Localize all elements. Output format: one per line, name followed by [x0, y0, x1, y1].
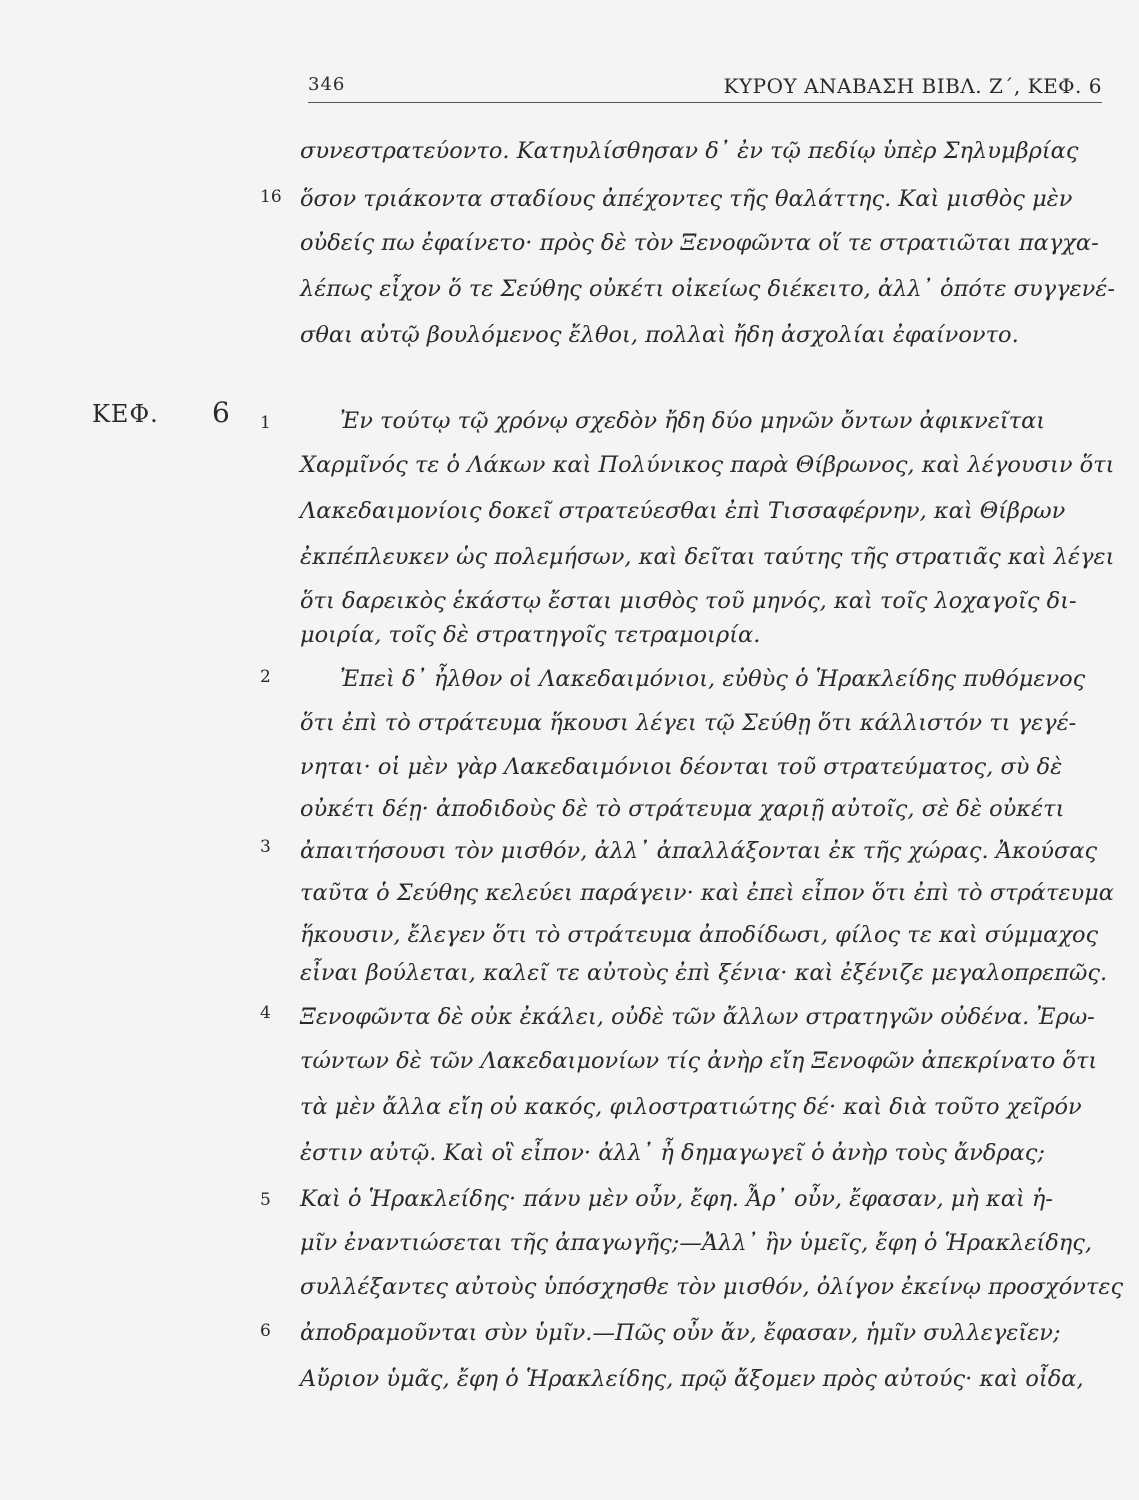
text-line: λέπως εἶχον ὅ τε Σεύθης οὐκέτι οἰκείως διέκειτο, ἀλλ᾽ ὁπότε συγγενέ-: [300, 276, 1115, 302]
section-number: 5: [260, 1190, 271, 1210]
section-number: 2: [260, 667, 271, 687]
text-line: τώντων δὲ τῶν Λακεδαιμονίων τίς ἀνὴρ εἴη Ξενοφῶν ἀπεκρίνατο ὅτι: [300, 1048, 1098, 1074]
running-title: ΚΥΡΟΥ ΑΝΑΒΑΣΗ ΒΙΒΛ. Ζ΄, ΚΕΦ. 6: [723, 74, 1102, 98]
section-number: 3: [260, 837, 271, 857]
text-line: νηται· οἱ μὲν γὰρ Λακεδαιμόνιοι δέονται τοῦ στρατεύματος, σὺ δὲ: [300, 754, 1063, 780]
text-line: ὅτι ἐπὶ τὸ στράτευμα ἥκουσι λέγει τῷ Σεύθῃ ὅτι κάλλιστόν τι γεγέ-: [300, 710, 1077, 736]
chapter-number: 6: [212, 396, 230, 429]
text-line: τὰ μὲν ἄλλα εἴη οὐ κακός, φιλοστρατιώτης δέ· καὶ διὰ τοῦτο χεῖρόν: [300, 1094, 1082, 1120]
text-line: Ξενοφῶντα δὲ οὐκ ἐκάλει, οὐδὲ τῶν ἄλλων στρατηγῶν οὐδένα. Ἐρω-: [300, 1004, 1095, 1030]
section-number: 6: [260, 1321, 271, 1341]
text-line: οὐδείς πω ἐφαίνετο· πρὸς δὲ τὸν Ξενοφῶντα οἵ τε στρατιῶται παγχα-: [300, 230, 1099, 256]
page-number: 346: [308, 74, 346, 95]
text-line: εἶναι βούλεται, καλεῖ τε αὐτοὺς ἐπὶ ξένια· καὶ ἐξένιζε μεγαλοπρεπῶς.: [300, 960, 1108, 986]
text-line: ταῦτα ὁ Σεύθης κελεύει παράγειν· καὶ ἐπεὶ εἶπον ὅτι ἐπὶ τὸ στράτευμα: [300, 880, 1114, 906]
text-line: ὅσον τριάκοντα σταδίους ἀπέχοντες τῆς θαλάττης. Καὶ μισθὸς μὲν: [300, 186, 1073, 212]
text-line: ἥκουσιν, ἔλεγεν ὅτι τὸ στράτευμα ἀποδίδωσι, φίλος τε καὶ σύμμαχος: [300, 922, 1099, 948]
chapter-label: ΚΕΦ.: [92, 400, 159, 428]
section-number: 16: [260, 187, 282, 207]
section-number: 4: [260, 1003, 271, 1023]
text-line: ἐκπέπλευκεν ὡς πολεμήσων, καὶ δεῖται ταύτης τῆς στρατιᾶς καὶ λέγει: [300, 544, 1115, 570]
text-line: συνεστρατεύοντο. Κατηυλίσθησαν δ᾽ ἐν τῷ πεδίῳ ὑπὲρ Σηλυμβρίας: [300, 138, 1079, 164]
text-line: Λακεδαιμονίοις δοκεῖ στρατεύεσθαι ἐπὶ Τισσαφέρνην, καὶ Θίβρων: [300, 498, 1066, 524]
text-line: ἐστιν αὐτῷ. Καὶ οἳ εἶπον· ἀλλ᾽ ἦ δημαγωγεῖ ὁ ἀνὴρ τοὺς ἄνδρας;: [300, 1140, 1045, 1166]
text-line: οὐκέτι δέῃ· ἀποδιδοὺς δὲ τὸ στράτευμα χαριῇ αὐτοῖς, σὲ δὲ οὐκέτι: [300, 796, 1065, 822]
text-line: Καὶ ὁ Ἡρακλείδης· πάνυ μὲν οὖν, ἔφη. Ἆρ᾽ οὖν, ἔφασαν, μὴ καὶ ἡ-: [300, 1186, 1054, 1212]
text-line: Αὔριον ὑμᾶς, ἔφη ὁ Ἡρακλείδης, πρῷ ἄξομεν πρὸς αὐτούς· καὶ οἶδα,: [300, 1366, 1084, 1392]
section-number: 1: [260, 413, 271, 433]
text-line: Ἐν τούτῳ τῷ χρόνῳ σχεδὸν ἤδη δύο μηνῶν ὄντων ἀφικνεῖται: [340, 408, 1046, 434]
text-line: μοιρία, τοῖς δὲ στρατηγοῖς τετραμοιρία.: [300, 622, 761, 648]
text-line: Ἐπεὶ δ᾽ ἦλθον οἱ Λακεδαιμόνιοι, εὐθὺς ὁ Ἡρακλείδης πυθόμενος: [340, 666, 1086, 692]
text-line: σθαι αὐτῷ βουλόμενος ἔλθοι, πολλαὶ ἤδη ἀσχολίαι ἐφαίνοντο.: [300, 322, 1019, 348]
page-header: [308, 72, 1102, 103]
text-line: ἀπαιτήσουσι τὸν μισθόν, ἀλλ᾽ ἀπαλλάξονται ἐκ τῆς χώρας. Ἀκούσας: [300, 838, 1098, 864]
text-line: μῖν ἐναντιώσεται τῆς ἀπαγωγῆς;—Ἀλλ᾽ ἢν ὑμεῖς, ἔφη ὁ Ἡρακλείδης,: [300, 1230, 1093, 1256]
text-line: Χαρμῖνός τε ὁ Λάκων καὶ Πολύνικος παρὰ Θίβρωνος, καὶ λέγουσιν ὅτι: [300, 452, 1115, 478]
text-line: συλλέξαντες αὐτοὺς ὑπόσχησθε τὸν μισθόν, ὀλίγον ἐκείνῳ προσχόντες: [300, 1274, 1124, 1300]
text-line: ἀποδραμοῦνται σὺν ὑμῖν.—Πῶς οὖν ἄν, ἔφασαν, ἡμῖν συλλεγεῖεν;: [300, 1320, 1061, 1346]
text-line: ὅτι δαρεικὸς ἑκάστῳ ἔσται μισθὸς τοῦ μηνός, καὶ τοῖς λοχαγοῖς δι-: [300, 588, 1077, 614]
